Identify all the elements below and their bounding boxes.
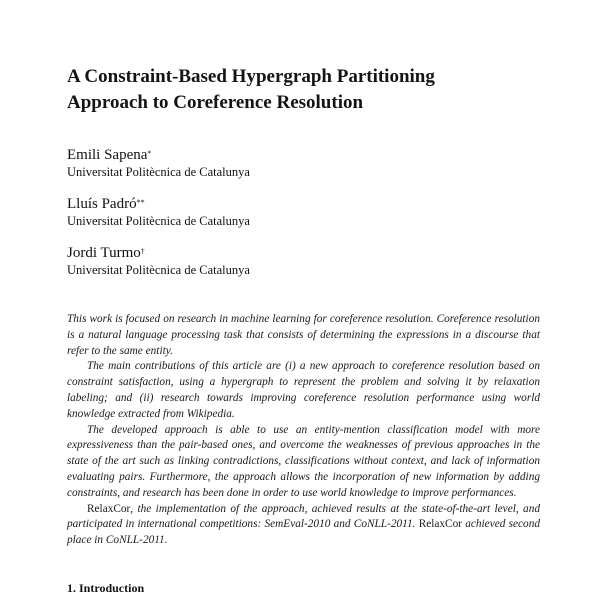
author-name: Emili Sapena* bbox=[67, 147, 152, 163]
author-name: Lluís Padró** bbox=[67, 196, 145, 212]
footnote-mark: ** bbox=[136, 198, 145, 207]
abstract-paragraph-4: RelaxCor, the implementation of the approach, achieved results at the state-of-the-art level, and participated in international competitions: SemEval-2010 and CoNLL-2011. RelaxCor achieved second place in CoNLL-2011. bbox=[67, 502, 540, 547]
abstract bbox=[67, 312, 540, 549]
author-name: Jordi Turmo† bbox=[67, 245, 145, 261]
footnote-mark: † bbox=[140, 247, 145, 256]
system-name: RelaxCor bbox=[418, 518, 462, 531]
author-affiliation: Universitat Politècnica de Catalunya bbox=[67, 263, 250, 277]
abstract-paragraph-3: The developed approach is able to use an entity-mention classification model with more expressiveness than the pair-based ones, and overcome the weaknesses of previous approaches in the state of the art such as linking contradictions, classifications without context, and lack of information evaluating pairs. Furthermore, the approach allows the incorporation of new information by adding constraints, and research has been done in order to use world knowledge to improve performances. bbox=[67, 423, 540, 499]
author-affiliation: Universitat Politècnica de Catalunya bbox=[67, 214, 250, 228]
section-heading: 1. Introduction bbox=[67, 581, 145, 595]
system-name: RelaxCor bbox=[87, 502, 131, 515]
author-affiliation: Universitat Politècnica de Catalunya bbox=[67, 165, 250, 179]
paper-title bbox=[67, 64, 537, 116]
author-block-3 bbox=[67, 244, 467, 278]
title-line-2: Approach to Coreference Resolution bbox=[67, 92, 364, 113]
abstract-paragraph-1: This work is focused on research in machine learning for coreference resolution. Coreference resolution is a natural language processing task that consists of determining the expressions in a discourse that refer to the same entity. bbox=[67, 313, 540, 357]
author-block-1 bbox=[67, 146, 467, 180]
title-line-1: A Constraint-Based Hypergraph Partitioning bbox=[67, 66, 435, 87]
author-block-2 bbox=[67, 195, 467, 229]
abstract-paragraph-2: The main contributions of this article are (i) a new approach to coreference resolution based on constraint satisfaction, using a hypergraph to represent the problem and solving it by relaxation labeling; and (ii) research towards improving coreference resolution performance using world knowledge extracted from Wikipedia. bbox=[67, 360, 540, 420]
footnote-mark: * bbox=[147, 149, 152, 158]
